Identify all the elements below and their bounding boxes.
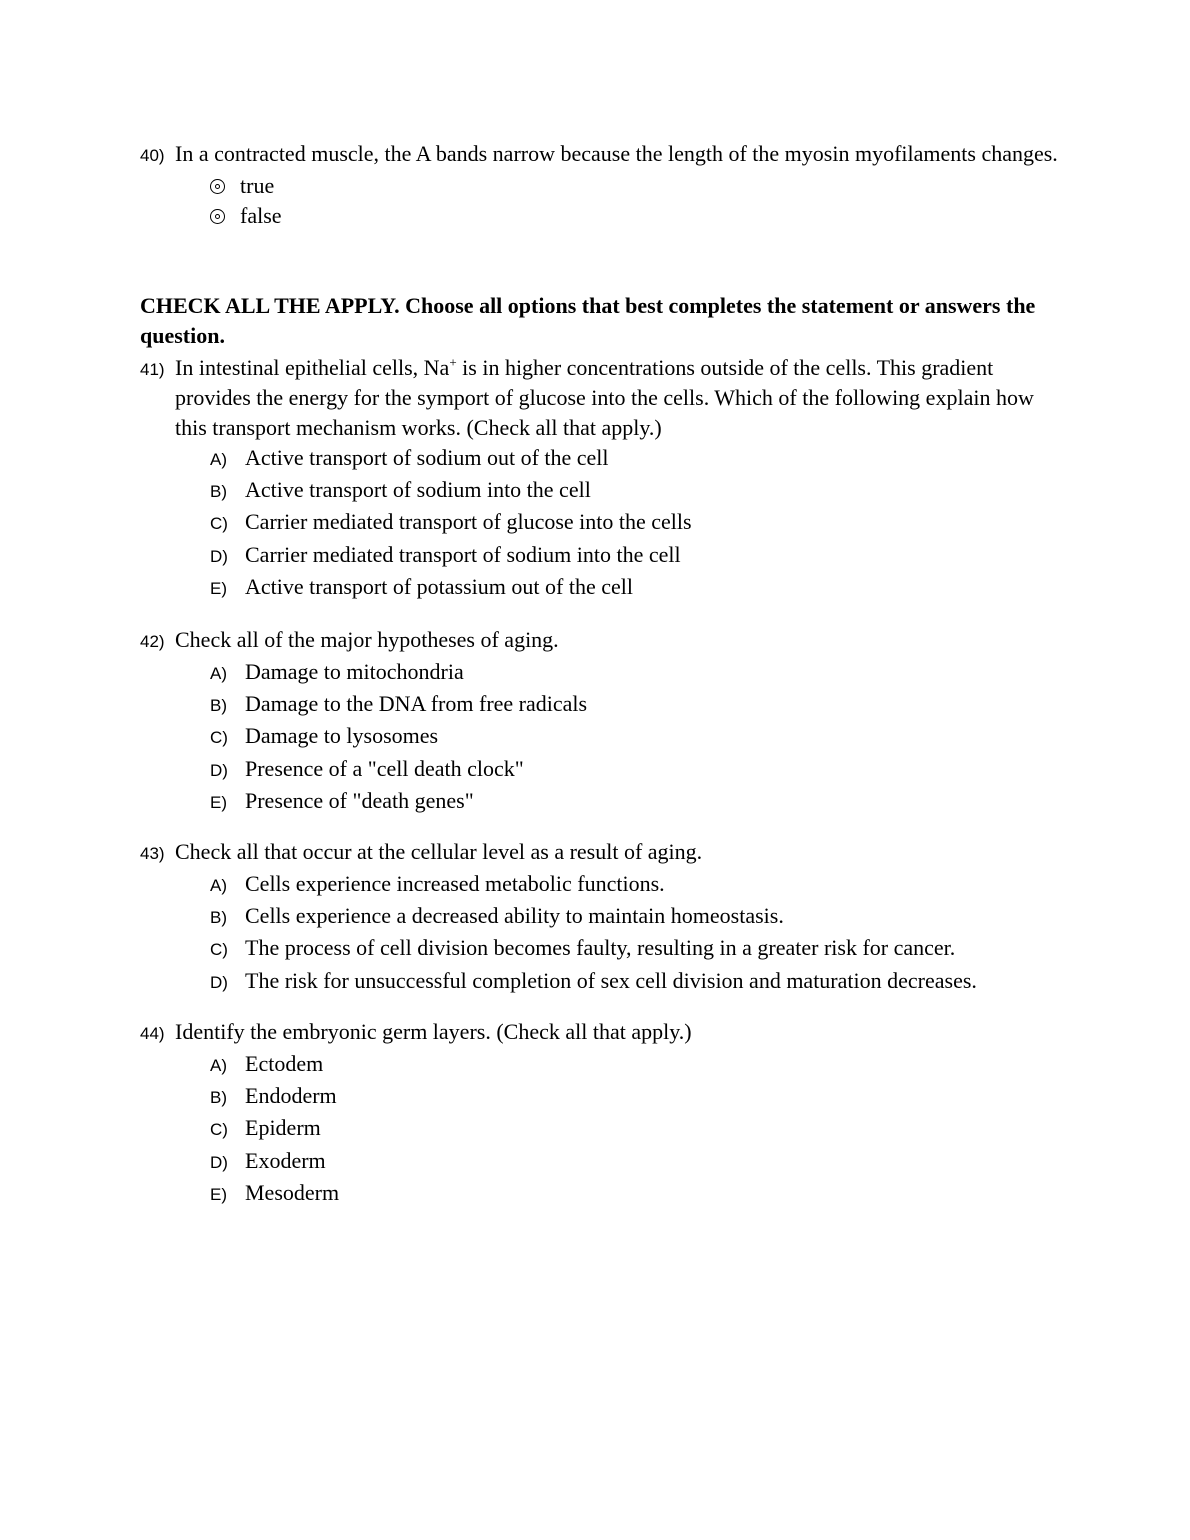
option-letter: B): [210, 1088, 227, 1108]
option-text: Carrier mediated transport of glucose into the cells: [245, 509, 692, 535]
option-c[interactable]: [140, 933, 1060, 965]
question-stem: [140, 837, 1060, 869]
option-d[interactable]: [140, 966, 1060, 998]
option-text: Endoderm: [245, 1083, 337, 1109]
option-c[interactable]: [140, 1113, 1060, 1145]
option-letter: C): [210, 940, 228, 960]
option-text: Mesoderm: [245, 1179, 340, 1205]
option-text: Exoderm: [245, 1147, 326, 1173]
option-letter: B): [210, 696, 227, 716]
option-c[interactable]: [140, 507, 1060, 539]
option-c[interactable]: [140, 721, 1060, 753]
option-e[interactable]: [140, 572, 1060, 604]
section-heading: CHECK ALL THE APPLY. Choose all options that best completes the statement or answers the question.: [140, 293, 1036, 348]
option-letter: E): [210, 792, 227, 812]
question-41: [140, 353, 1060, 604]
option-letter: A): [210, 450, 227, 469]
question-stem: [140, 1017, 1060, 1049]
option-letter: B): [210, 482, 227, 502]
option-label: false: [240, 203, 282, 229]
question-number: 44): [140, 1024, 165, 1043]
option-d[interactable]: [140, 754, 1060, 786]
option-letter: D): [210, 1152, 228, 1172]
question-text: Check all of the major hypotheses of aging.: [175, 627, 559, 652]
answer-options: [140, 1049, 1060, 1210]
question-number: 41): [140, 360, 165, 379]
option-letter: C): [210, 1120, 228, 1140]
option-letter: B): [210, 908, 227, 928]
option-text: Active transport of sodium out of the cell: [245, 445, 609, 470]
option-a[interactable]: [140, 1049, 1060, 1081]
option-text: Cells experience a decreased ability to maintain homeostasis.: [245, 903, 784, 929]
option-letter: A): [210, 1056, 227, 1075]
question-text-part1: In intestinal epithelial cells, Na: [175, 355, 450, 380]
answer-options: [140, 443, 1060, 604]
option-b[interactable]: [140, 475, 1060, 507]
option-text: Presence of "death genes": [245, 787, 474, 813]
question-40: [140, 139, 1060, 231]
option-letter: C): [210, 728, 228, 748]
question-44: [140, 1017, 1060, 1210]
question-number: 43): [140, 844, 165, 863]
option-b[interactable]: [140, 689, 1060, 721]
option-false[interactable]: [140, 201, 1060, 231]
answer-options: [140, 869, 1060, 998]
question-stem: [140, 625, 1060, 657]
option-a[interactable]: [140, 657, 1060, 689]
question-number: 42): [140, 632, 165, 651]
option-letter: D): [210, 760, 228, 780]
question-text: Identify the embryonic germ layers. (Check all that apply.): [175, 1019, 692, 1044]
answer-options: [140, 171, 1060, 231]
option-text: Presence of a "cell death clock": [245, 755, 524, 781]
option-text: Cells experience increased metabolic functions.: [245, 871, 665, 896]
option-letter: E): [210, 578, 227, 598]
option-d[interactable]: [140, 1146, 1060, 1178]
question-text-part2: is in higher concentrations outside of the cells. This gradient provides the energy for the symport of glucose into the cells. Which of the following explain how this transport mechanism works. (Check all that apply.): [175, 355, 1034, 440]
option-letter: C): [210, 514, 228, 534]
option-text: Damage to mitochondria: [245, 659, 464, 684]
option-text: The risk for unsuccessful completion of sex cell division and maturation decreases.: [245, 967, 977, 993]
option-label: true: [240, 173, 275, 198]
option-letter: E): [210, 1184, 227, 1204]
question-text: [175, 353, 1060, 443]
option-true[interactable]: [140, 171, 1060, 201]
option-e[interactable]: [140, 1178, 1060, 1210]
option-a[interactable]: [140, 869, 1060, 901]
option-letter: A): [210, 876, 227, 895]
question-42: [140, 625, 1060, 818]
option-b[interactable]: [140, 1081, 1060, 1113]
option-text: Active transport of sodium into the cell: [245, 477, 591, 503]
question-stem: [140, 139, 1060, 171]
answer-options: [140, 657, 1060, 818]
question-text: In a contracted muscle, the A bands narrow because the length of the myosin myofilaments changes.: [175, 141, 1058, 166]
option-text: Ectodem: [245, 1051, 324, 1076]
option-text: Carrier mediated transport of sodium into the cell: [245, 541, 681, 567]
option-letter: A): [210, 664, 227, 683]
option-text: Active transport of potassium out of the cell: [245, 573, 633, 599]
question-text: Check all that occur at the cellular level as a result of aging.: [175, 839, 703, 864]
option-letter: D): [210, 972, 228, 992]
option-text: Epiderm: [245, 1115, 321, 1141]
option-d[interactable]: [140, 540, 1060, 572]
option-text: Damage to the DNA from free radicals: [245, 691, 588, 717]
option-letter: D): [210, 546, 228, 566]
option-e[interactable]: [140, 786, 1060, 818]
question-43: [140, 837, 1060, 998]
superscript-plus: +: [449, 354, 457, 370]
question-stem: [140, 353, 1060, 443]
option-text: Damage to lysosomes: [245, 723, 439, 749]
radio-icon[interactable]: [210, 209, 240, 224]
option-text: The process of cell division becomes faulty, resulting in a greater risk for cancer.: [245, 935, 956, 961]
radio-icon[interactable]: [210, 179, 240, 194]
option-b[interactable]: [140, 901, 1060, 933]
option-a[interactable]: [140, 443, 1060, 475]
question-number: 40): [140, 146, 165, 165]
